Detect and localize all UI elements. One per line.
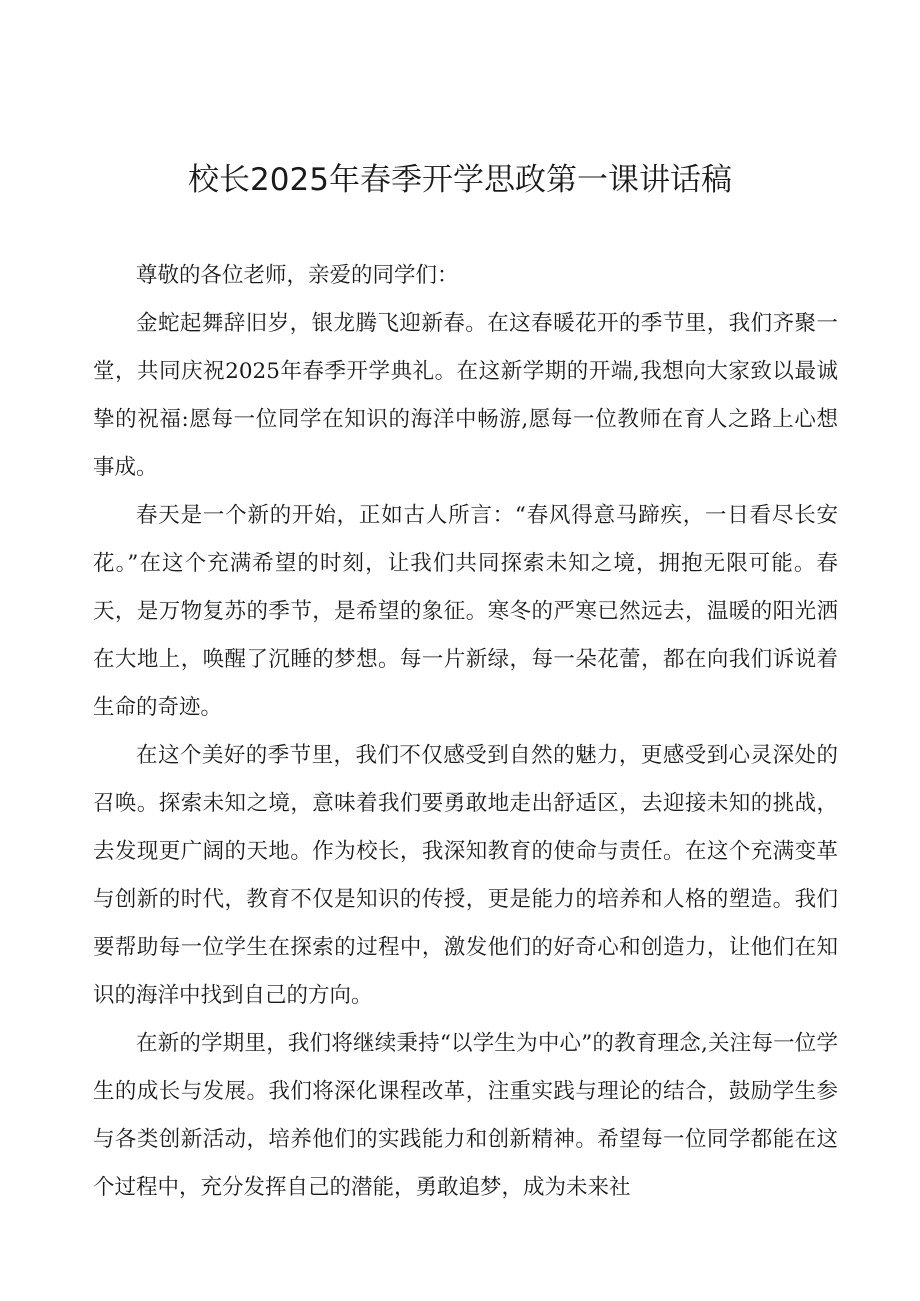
paragraph-greeting: 金蛇起舞辞旧岁，银龙腾飞迎新春。在这春暖花开的季节里，我们齐聚一堂，共同庆祝2025年春季开学典礼。在这新学期的开端,我想向大家致以最诚挚的祝福:愿每一位同学在知识的海洋中畅游,愿每一位教师在育人之路上心想事成。 xyxy=(93,311,838,480)
document-title: 校长2025年春季开学思政第一课讲话稿 xyxy=(188,162,732,198)
salutation-paragraph: 尊敬的各位老师，亲爱的同学们： xyxy=(136,263,459,288)
paragraph-new-semester: 在新的学期里，我们将继续秉持“以学生为中心”的教育理念,关注每一位学生的成长与发展。我们将深化课程改革，注重实践与理论的结合，鼓励学生参与各类创新活动，培养他们的实践能力和创新精神。希望每一位同学都能在这个过程中，充分发挥自己的潜能，勇敢追梦，成为未来社 xyxy=(93,1031,838,1200)
paragraph-spring: 春天是一个新的开始，正如古人所言：“春风得意马蹄疾，一日看尽长安花。”在这个充满希望的时刻，让我们共同探索未知之境，拥抱无限可能。春天，是万物复苏的季节，是希望的象征。寒冬的严寒已然远去，温暖的阳光洒在大地上，唤醒了沉睡的梦想。每一片新绿，每一朵花蕾，都在向我们诉说着生命的奇迹。 xyxy=(93,503,838,720)
document-body xyxy=(93,252,838,1212)
paragraph-exploration: 在这个美好的季节里，我们不仅感受到自然的魅力，更感受到心灵深处的召唤。探索未知之境，意味着我们要勇敢地走出舒适区，去迎接未知的挑战，去发现更广阔的天地。作为校长，我深知教育的使命与责任。在这个充满变革与创新的时代，教育不仅是知识的传授，更是能力的培养和人格的塑造。我们要帮助每一位学生在探索的过程中，激发他们的好奇心和创造力，让他们在知识的海洋中找到自己的方向。 xyxy=(93,743,838,1008)
